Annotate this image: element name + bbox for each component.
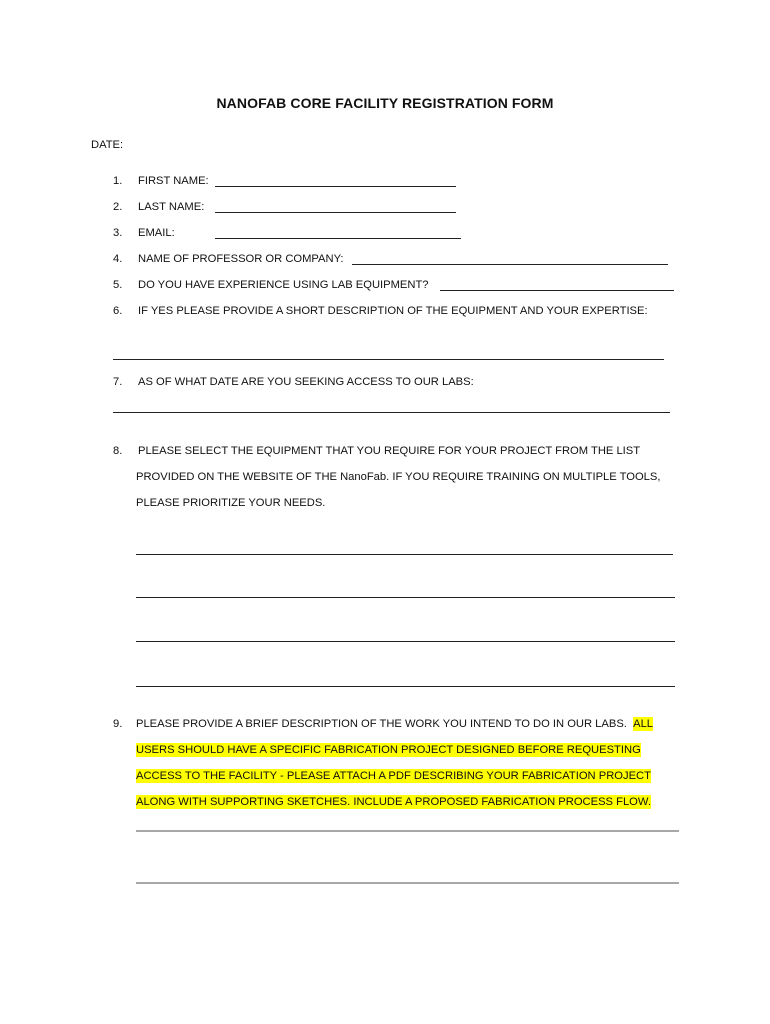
equipment-field-1[interactable] [136,554,673,555]
equipment-field-2[interactable] [136,597,675,598]
highlighted-text: ALONG WITH SUPPORTING SKETCHES. INCLUDE A PROPOSED FABRICATION PROCESS FLOW. [136,796,651,808]
item-number: 9. [113,718,123,730]
email-label: EMAIL: [138,227,175,239]
work-description-line-1 [136,717,653,731]
first-name-label: FIRST NAME: [138,175,209,187]
lab-experience-label: DO YOU HAVE EXPERIENCE USING LAB EQUIPMENT? [138,279,429,291]
last-name-field[interactable] [215,212,456,213]
item-number: 5. [113,279,123,291]
access-date-label: AS OF WHAT DATE ARE YOU SEEKING ACCESS TO OUR LABS: [138,376,474,388]
expertise-description-label: IF YES PLEASE PROVIDE A SHORT DESCRIPTION OF THE EQUIPMENT AND YOUR EXPERTISE: [138,305,648,317]
lab-experience-field[interactable] [440,290,674,291]
equipment-line-2: PROVIDED ON THE WEBSITE OF THE NanoFab. IF YOU REQUIRE TRAINING ON MULTIPLE TOOLS, [136,471,661,483]
work-description-line-2 [136,743,641,757]
item-number: 3. [113,227,123,239]
item-number: 7. [113,376,123,388]
equipment-field-4[interactable] [136,686,675,687]
professor-company-field[interactable] [352,264,668,265]
first-name-field[interactable] [215,186,456,187]
equipment-line-1: PLEASE SELECT THE EQUIPMENT THAT YOU REQUIRE FOR YOUR PROJECT FROM THE LIST [138,445,641,457]
work-description-line-3 [136,769,651,783]
highlighted-text: USERS SHOULD HAVE A SPECIFIC FABRICATION PROJECT DESIGNED BEFORE REQUESTING [136,744,641,756]
equipment-line-3: PLEASE PRIORITIZE YOUR NEEDS. [136,497,326,509]
item-number: 1. [113,175,123,187]
work-description-line-4 [136,795,651,809]
item-number: 6. [113,305,123,317]
work-description-plain: PLEASE PROVIDE A BRIEF DESCRIPTION OF THE WORK YOU INTEND TO DO IN OUR LABS. [136,718,627,730]
work-description-field-1[interactable] [136,830,679,832]
work-description-highlight-start: ALL [633,718,654,730]
expertise-description-field[interactable] [113,359,664,360]
equipment-field-3[interactable] [136,641,675,642]
professor-company-label: NAME OF PROFESSOR OR COMPANY: [138,253,344,265]
highlighted-text: ACCESS TO THE FACILITY - PLEASE ATTACH A PDF DESCRIBING YOUR FABRICATION PROJECT [136,770,651,782]
last-name-label: LAST NAME: [138,201,205,213]
work-description-field-2[interactable] [136,882,679,884]
access-date-field[interactable] [113,412,670,413]
form-title: NANOFAB CORE FACILITY REGISTRATION FORM [216,95,554,111]
item-number: 8. [113,445,123,457]
date-label: DATE: [91,139,124,151]
item-number: 2. [113,201,123,213]
email-field[interactable] [215,238,461,239]
item-number: 4. [113,253,123,265]
